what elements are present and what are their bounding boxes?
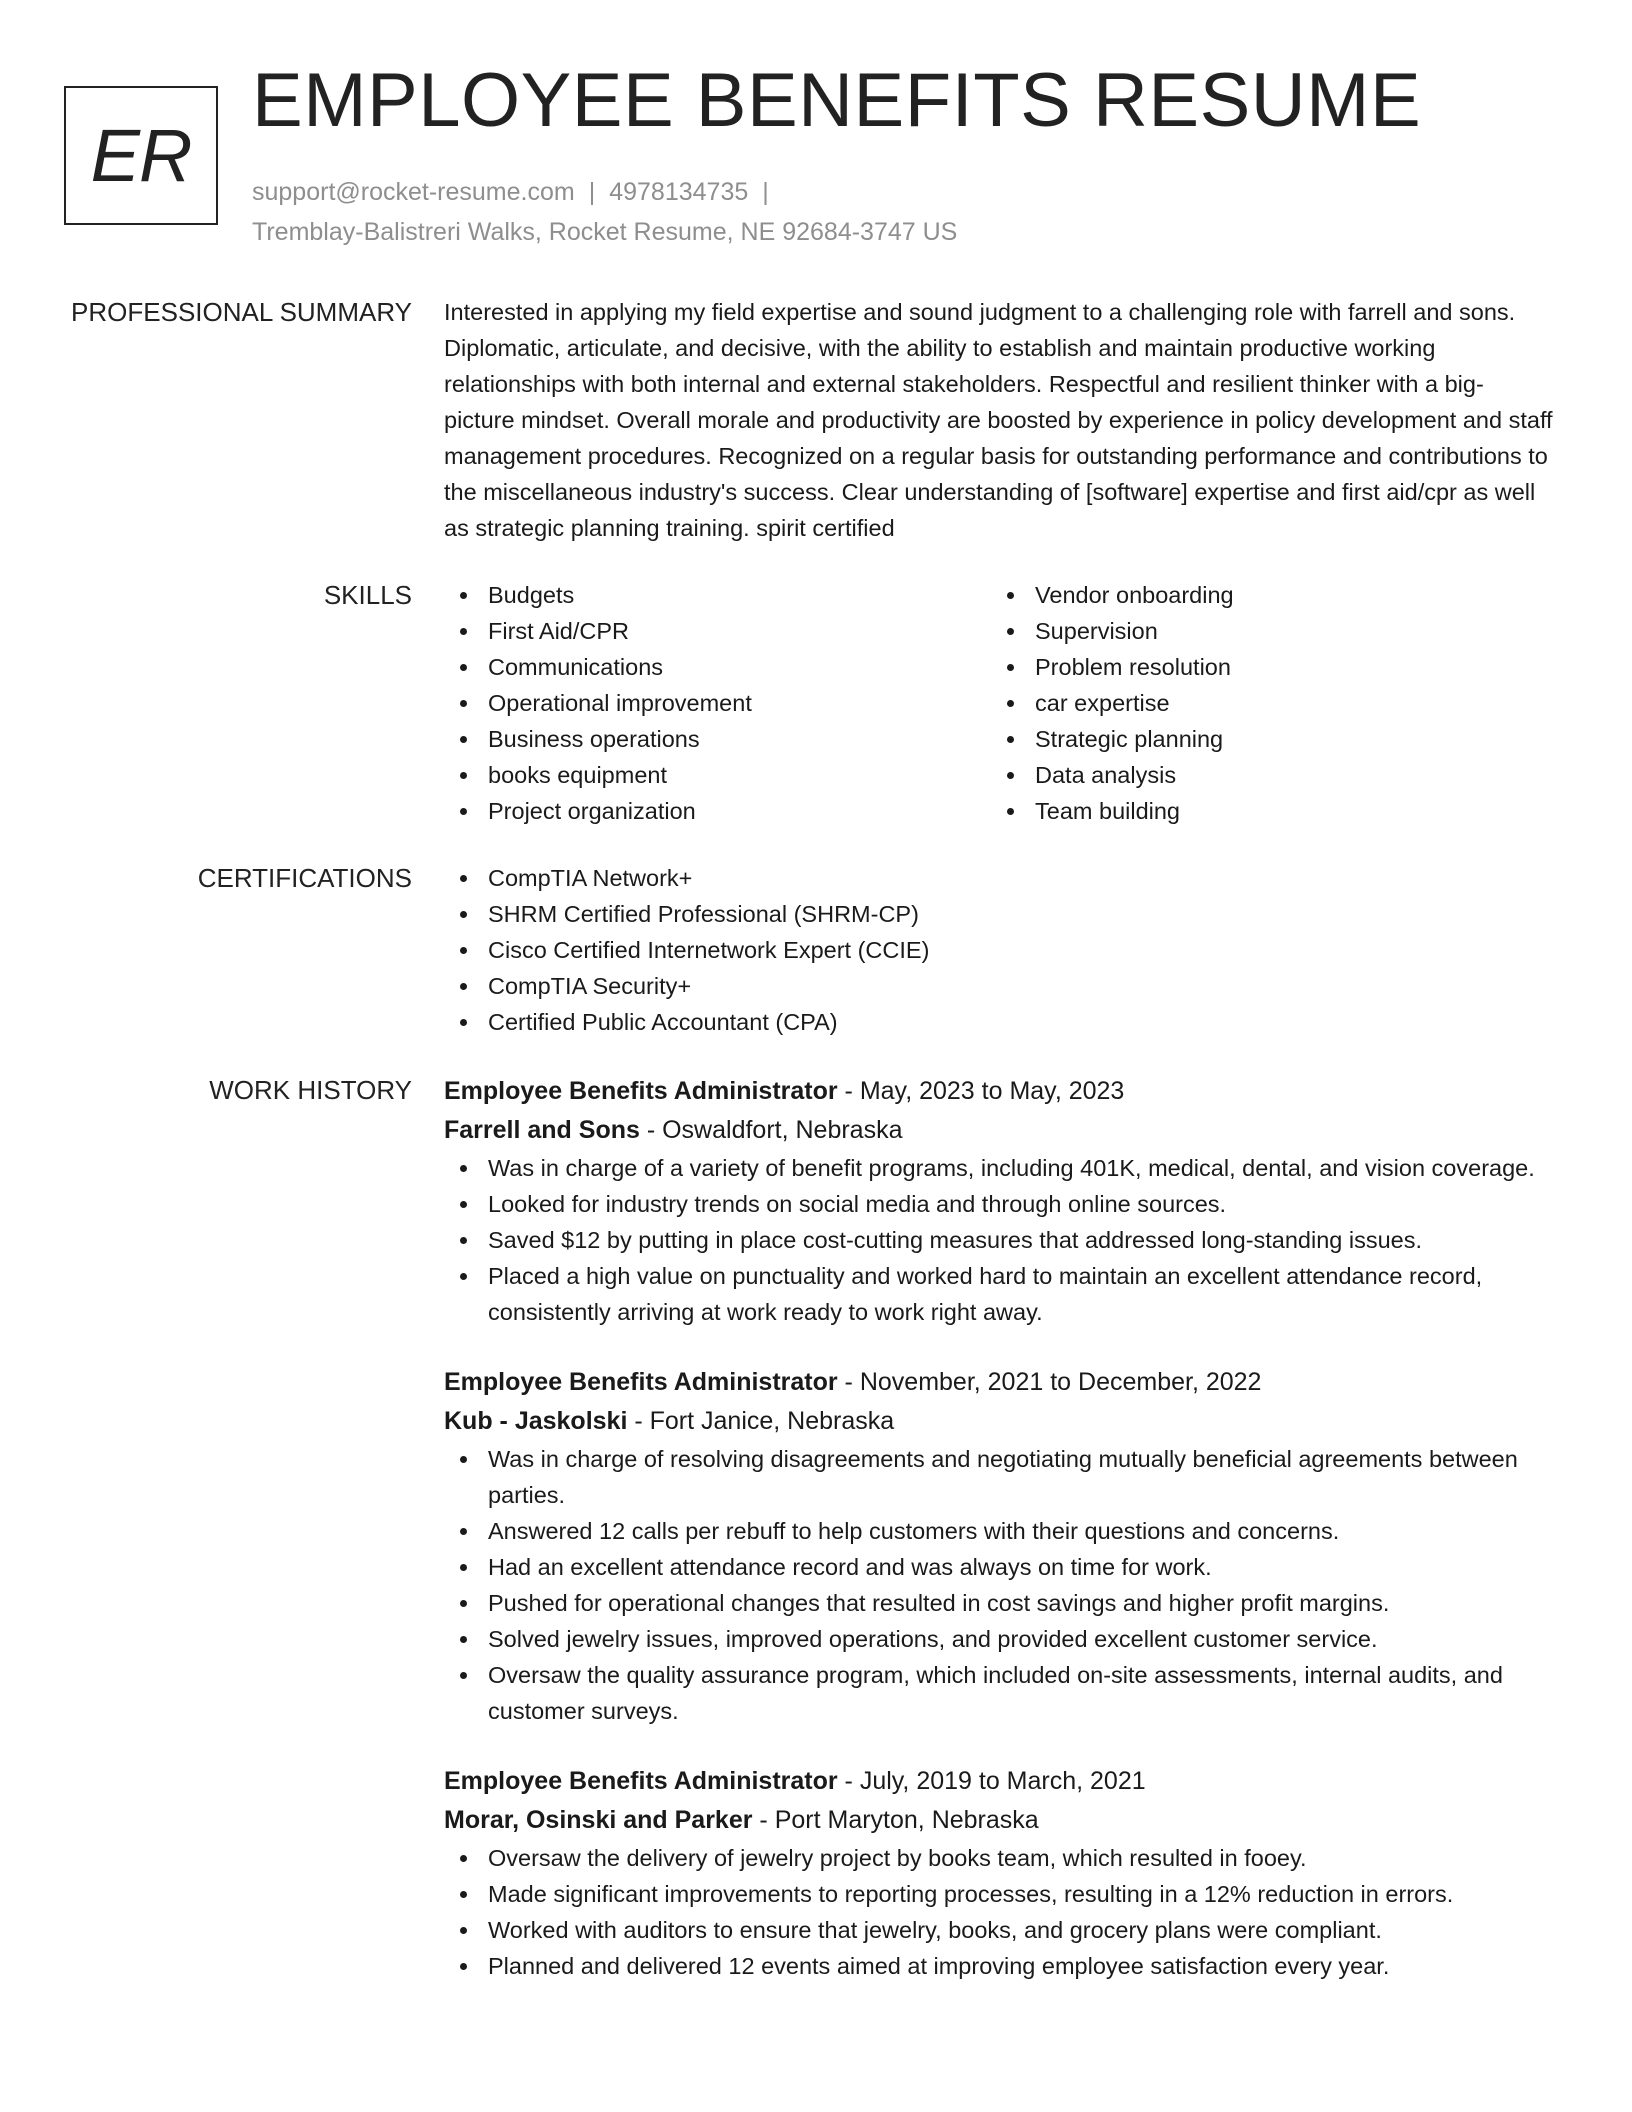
- skill-item: car expertise: [991, 685, 1538, 721]
- job-bullets: [444, 1150, 1554, 1330]
- job-entry: [444, 1072, 1554, 1330]
- job-company: Farrell and Sons: [444, 1116, 640, 1144]
- contact-line-1: [252, 172, 957, 212]
- job-title: Employee Benefits Administrator: [444, 1077, 838, 1105]
- job-company: Morar, Osinski and Parker: [444, 1806, 753, 1834]
- summary-text: Interested in applying my field expertise and sound judgment to a challenging role with farrell and sons. Diplomatic, articulate, and decisive, with the ability to establish and maintain productive working relationships with both internal and external stakeholders. Respectful and resilient thinker with a big-picture mindset. Overall morale and productivity are boosted by experience in policy development and staff management procedures. Recognized on a regular basis for outstanding performance and contributions to the miscellaneous industry's success. Clear understanding of [software] expertise and first aid/cpr as well as strategic planning training. spirit certified: [444, 299, 1553, 541]
- job-dates: - May, 2023 to May, 2023: [837, 1077, 1125, 1105]
- job-bullet: Worked with auditors to ensure that jewelry, books, and grocery plans were compliant.: [444, 1912, 1554, 1948]
- job-title-line: [444, 1072, 1554, 1111]
- job-bullet: Placed a high value on punctuality and worked hard to maintain an excellent attendance record, consistently arriving at work ready to work right away.: [444, 1258, 1554, 1330]
- job-bullet: Saved $12 by putting in place cost-cutting measures that addressed long-standing issues.: [444, 1222, 1554, 1258]
- skill-item: Communications: [444, 649, 991, 685]
- contact-separator: |: [588, 178, 596, 206]
- job-entry: [444, 1762, 1554, 1984]
- skill-item: Data analysis: [991, 757, 1538, 793]
- job-bullet: Answered 12 calls per rebuff to help customers with their questions and concerns.: [444, 1513, 1554, 1549]
- job-bullet: Was in charge of resolving disagreements and negotiating mutually beneficial agreements between parties.: [444, 1441, 1554, 1513]
- job-location: - Fort Janice, Nebraska: [627, 1407, 895, 1435]
- job-entry: [444, 1363, 1554, 1729]
- job-dates: - July, 2019 to March, 2021: [837, 1767, 1146, 1795]
- job-title-line: [444, 1762, 1554, 1801]
- job-bullet: Pushed for operational changes that resulted in cost savings and higher profit margins.: [444, 1585, 1554, 1621]
- job-title-line: [444, 1363, 1554, 1402]
- job-location: - Port Maryton, Nebraska: [752, 1806, 1039, 1834]
- section-label-skills: SKILLS: [323, 580, 412, 610]
- skill-item: Strategic planning: [991, 721, 1538, 757]
- certifications-body: [444, 860, 1554, 1040]
- job-bullet: Solved jewelry issues, improved operations, and provided excellent customer service.: [444, 1621, 1554, 1657]
- skill-item: First Aid/CPR: [444, 613, 991, 649]
- job-title: Employee Benefits Administrator: [444, 1767, 838, 1795]
- certification-item: CompTIA Security+: [444, 968, 1554, 1004]
- skill-item: Problem resolution: [991, 649, 1538, 685]
- job-bullets: [444, 1441, 1554, 1729]
- job-bullet: Was in charge of a variety of benefit programs, including 401K, medical, dental, and vision coverage.: [444, 1150, 1554, 1186]
- resume-title: EMPLOYEE BENEFITS RESUME: [252, 58, 1422, 143]
- certification-item: SHRM Certified Professional (SHRM-CP): [444, 896, 1554, 932]
- job-title: Employee Benefits Administrator: [444, 1368, 838, 1396]
- job-company-line: [444, 1111, 1554, 1150]
- job-location: - Oswaldfort, Nebraska: [639, 1116, 903, 1144]
- skill-item: books equipment: [444, 757, 991, 793]
- skill-item: Operational improvement: [444, 685, 991, 721]
- job-company: Kub - Jaskolski: [444, 1407, 628, 1435]
- phone-number[interactable]: 4978134735: [609, 178, 749, 206]
- skill-item: Project organization: [444, 793, 991, 829]
- job-bullet: Had an excellent attendance record and was always on time for work.: [444, 1549, 1554, 1585]
- certification-item: Cisco Certified Internetwork Expert (CCIE): [444, 932, 1554, 968]
- skills-columns: [444, 577, 1554, 829]
- job-bullet: Planned and delivered 12 events aimed at improving employee satisfaction every year.: [444, 1948, 1554, 1984]
- job-company-line: [444, 1402, 1554, 1441]
- section-label-work-history: WORK HISTORY: [209, 1075, 412, 1105]
- job-bullet: Made significant improvements to reporting processes, resulting in a 12% reduction in errors.: [444, 1876, 1554, 1912]
- contact-info: [252, 172, 957, 252]
- section-label-summary: PROFESSIONAL SUMMARY: [71, 297, 412, 327]
- work-history-body: [444, 1072, 1554, 1984]
- certification-item: CompTIA Network+: [444, 860, 1554, 896]
- summary-body: [444, 294, 1554, 546]
- job-company-line: [444, 1801, 1554, 1840]
- email-link[interactable]: support@rocket-resume.com: [252, 178, 575, 206]
- job-bullets: [444, 1840, 1554, 1984]
- skill-item: Vendor onboarding: [991, 577, 1538, 613]
- certification-item: Certified Public Accountant (CPA): [444, 1004, 1554, 1040]
- section-label-certifications: CERTIFICATIONS: [197, 863, 412, 893]
- skills-list-right: [991, 577, 1538, 829]
- job-bullet: Oversaw the quality assurance program, which included on-site assessments, internal audits, and customer surveys.: [444, 1657, 1554, 1729]
- skill-item: Supervision: [991, 613, 1538, 649]
- job-bullet: Looked for industry trends on social media and through online sources.: [444, 1186, 1554, 1222]
- skills-list-left: [444, 577, 991, 829]
- job-bullet: Oversaw the delivery of jewelry project by books team, which resulted in fooey.: [444, 1840, 1554, 1876]
- address: Tremblay-Balistreri Walks, Rocket Resume, NE 92684-3747 US: [252, 218, 958, 246]
- skill-item: Team building: [991, 793, 1538, 829]
- skill-item: Business operations: [444, 721, 991, 757]
- skill-item: Budgets: [444, 577, 991, 613]
- contact-separator: |: [762, 178, 769, 206]
- job-dates: - November, 2021 to December, 2022: [837, 1368, 1262, 1396]
- monogram-logo: ER: [64, 86, 218, 225]
- certifications-list: [444, 860, 1554, 1040]
